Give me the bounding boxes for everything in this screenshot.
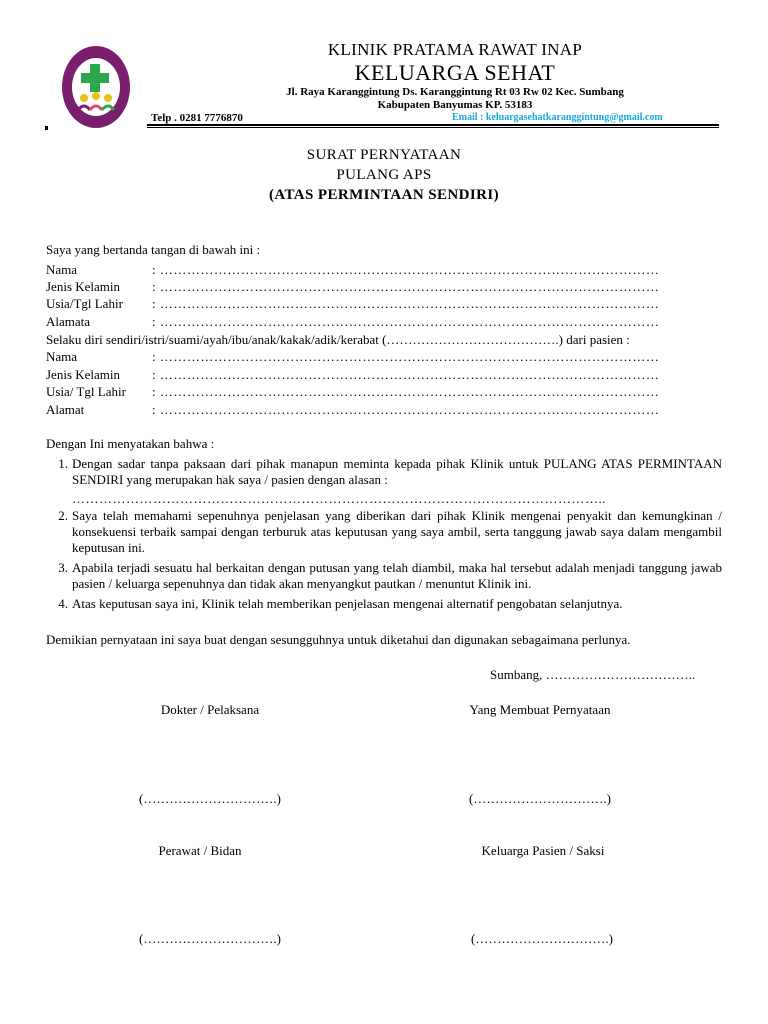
statement-number: 4. — [58, 596, 68, 611]
address-line2: Kabupaten Banyumas KP. 53183 — [377, 99, 533, 111]
signature-label-family: Keluarga Pasien / Saksi — [481, 843, 605, 858]
address-line1: Jl. Raya Karanggintung Ds. Karanggintung Rt 03 Rw 02 Kec. Sumbang — [286, 86, 624, 98]
patient-value-jenis-kelamin[interactable]: : ………………………………………………………………………………………………… — [152, 367, 660, 382]
patient-label-usia: Usia/ Tgl Lahir — [46, 384, 126, 399]
signature-label-nurse: Perawat / Bidan — [158, 843, 242, 858]
margin-mark — [45, 126, 48, 130]
statement-text: Apabila terjadi sesuatu hal berkaitan dengan putusan yang telah diambil, maka hal tersebut adalah menjadi tanggung jawab pasien / keluarga sepenuhnya dan tidak akan menyangkut pautkan / menuntut Klinik ini. — [72, 560, 722, 591]
telephone: Telp . 0281 7776870 — [151, 112, 243, 124]
doc-title-line3: (ATAS PERMINTAAN SENDIRI) — [268, 187, 499, 203]
relation-line: Selaku diri sendiri/istri/suami/ayah/ibu/anak/kakak/adik/kerabat (………………………………….) dari pasien : — [46, 332, 630, 347]
statement-text: Atas keputusan saya ini, Klinik telah memberikan penjelasan mengenai alternatif pengobatan selanjutnya. — [72, 596, 623, 611]
header-rule-thin — [147, 127, 719, 128]
statement-text: Saya telah memahami sepenuhnya penjelasan yang diberikan dari pihak Klinik mengenai penyakit dan kemungkinan / konsekuensi terbaik sampai dengan terburuk atas keputusan yang saya ambil, serta tanggung jawab saya dalam mengambil keputusan ini. — [72, 508, 722, 555]
field-value-jenis-kelamin[interactable]: : ………………………………………………………………………………………………… — [152, 279, 660, 294]
patient-label-nama: Nama — [46, 349, 78, 364]
signature-blank-nurse[interactable]: (………………………….) — [139, 931, 281, 946]
patient-value-nama[interactable]: : ………………………………………………………………………………………………… — [152, 349, 660, 364]
clinic-logo — [60, 44, 132, 130]
field-label-usia: Usia/Tgl Lahir — [46, 296, 123, 311]
patient-label-jenis-kelamin: Jenis Kelamin — [46, 367, 121, 382]
doc-title-line2: PULANG APS — [336, 167, 432, 183]
closing-text: Demikian pernyataan ini saya buat dengan sesungguhnya untuk diketahui dan digunakan sebagaimana perlunya. — [46, 632, 631, 647]
reason-dots[interactable]: ……………………………………………………………………………………………………….. — [72, 491, 606, 506]
field-value-alamat[interactable]: : ………………………………………………………………………………………………… — [152, 314, 660, 329]
statement-number: 3. — [58, 560, 68, 575]
clinic-name-line1: KLINIK PRATAMA RAWAT INAP — [327, 40, 583, 59]
intro-text: Saya yang bertanda tangan di bawah ini : — [46, 242, 261, 257]
patient-value-usia[interactable]: : ………………………………………………………………………………………………… — [152, 384, 660, 399]
field-label-nama: Nama — [46, 262, 78, 277]
field-label-alamat: Alamata — [46, 314, 91, 329]
clinic-name-line2: KELUARGA SEHAT — [354, 60, 556, 85]
signature-blank-doctor[interactable]: (………………………….) — [139, 791, 281, 806]
statement-text: Dengan sadar tanpa paksaan dari pihak manapun meminta kepada pihak Klinik untuk PULANG ATAS PERMINTAAN SENDIRI yang merupakan hak saya / pasien dengan alasan : — [72, 456, 722, 487]
doc-title-line1: SURAT PERNYATAAN — [306, 147, 462, 163]
signature-blank-family[interactable]: (………………………….) — [471, 931, 613, 946]
patient-label-alamat: Alamat — [46, 402, 85, 417]
signature-blank-maker[interactable]: (………………………….) — [469, 791, 611, 806]
statement-number: 2. — [58, 508, 68, 523]
field-value-usia[interactable]: : ………………………………………………………………………………………………… — [152, 296, 660, 311]
patient-value-alamat[interactable]: : ………………………………………………………………………………………………… — [152, 402, 660, 417]
header-rule-thick — [147, 124, 719, 126]
signature-label-maker: Yang Membuat Pernyataan — [469, 702, 611, 717]
signature-label-doctor: Dokter / Pelaksana — [160, 702, 260, 717]
field-value-nama[interactable]: : ………………………………………………………………………………………………… — [152, 262, 660, 277]
field-label-jenis-kelamin: Jenis Kelamin — [46, 279, 121, 294]
email: Email : keluargasehatkaranggintung@gmail.com — [452, 112, 663, 123]
statement-number: 1. — [58, 456, 68, 471]
place-date[interactable]: Sumbang, …………………………….. — [490, 667, 696, 682]
statement-intro: Dengan Ini menyatakan bahwa : — [46, 436, 215, 451]
